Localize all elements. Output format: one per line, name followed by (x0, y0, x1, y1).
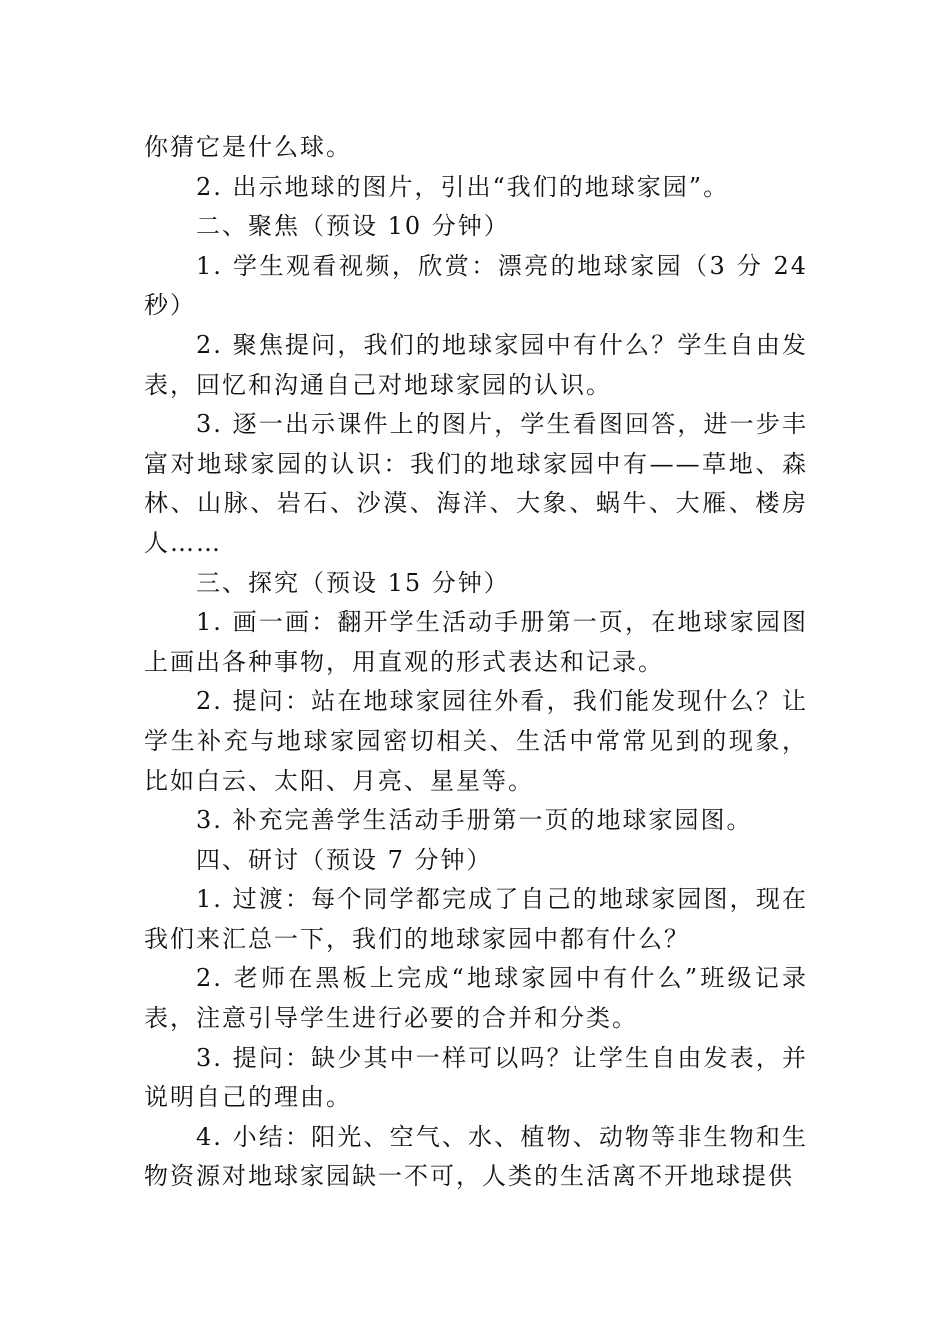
paragraph: 3. 提问：缺少其中一样可以吗？让学生自由发表，并说明自己的理由。 (144, 1043, 808, 1112)
paragraph: 你猜它是什么球。 (144, 133, 352, 161)
paragraph: 1. 过渡：每个同学都完成了自己的地球家园图，现在我们来汇总一下，我们的地球家园中都有什么？ (144, 885, 808, 953)
section-heading: 二、聚焦（预设 10 分钟） (196, 212, 510, 241)
paragraph: 4. 小结：阳光、空气、水、植物、动物等非生物和生物资源对地球家园缺一不可，人类的生活离不开地球提供 (144, 1122, 808, 1191)
paragraph: 1. 学生观看视频，欣赏：漂亮的地球家园（3 分 24 秒） (144, 251, 808, 320)
paragraph: 2. 老师在黑板上完成“地球家园中有什么”班级记录表，注意引导学生进行必要的合并和分类。 (144, 964, 808, 1033)
paragraph: 1. 画一画：翻开学生活动手册第一页，在地球家园图上画出各种事物，用直观的形式表达和记录。 (144, 608, 808, 676)
paragraph: 2. 出示地球的图片，引出“我们的地球家园”。 (196, 172, 730, 201)
document-body (144, 128, 808, 1197)
section-heading: 三、探究（预设 15 分钟） (196, 568, 510, 597)
paragraph: 3. 逐一出示课件上的图片，学生看图回答，进一步丰富对地球家园的认识：我们的地球家园中有——草地、森林、山脉、岩石、沙漠、海洋、大象、蜗牛、大雁、楼房人…… (144, 410, 808, 557)
paragraph: 2. 聚焦提问，我们的地球家园中有什么？学生自由发表，回忆和沟通自己对地球家园的认识。 (144, 330, 808, 399)
paragraph: 3. 补充完善学生活动手册第一页的地球家园图。 (196, 806, 753, 835)
paragraph: 2. 提问：站在地球家园往外看，我们能发现什么？让学生补充与地球家园密切相关、生活中常常见到的现象，比如白云、太阳、月亮、星星等。 (144, 687, 808, 795)
section-heading: 四、研讨（预设 7 分钟） (196, 845, 493, 874)
